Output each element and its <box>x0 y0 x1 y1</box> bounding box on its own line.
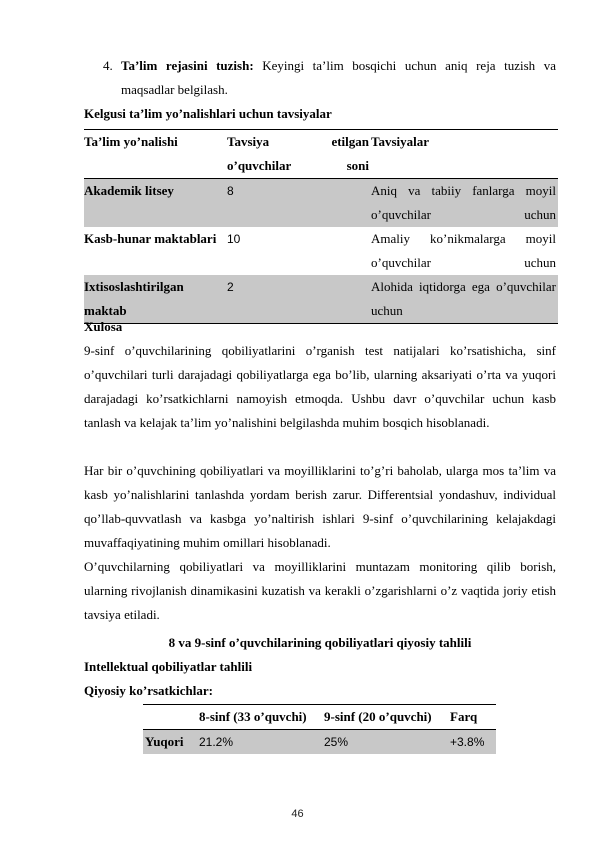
item-lead: Ta’lim rejasini tuzish: <box>121 58 254 73</box>
conclusion-heading: Xulosa <box>84 319 123 334</box>
table-cell: 10 <box>227 232 241 246</box>
table-header-row <box>84 130 558 179</box>
table-cell: Alohida iqtidorga ega o’quvchilar uchun <box>371 275 558 324</box>
header-cell: 9-sinf (20 o’quvchi) <box>322 705 448 730</box>
item-body <box>121 54 556 102</box>
header-cell: Tavsiya etilgan o’quvchilar soni <box>227 130 371 179</box>
recommendations-table <box>84 129 558 324</box>
table-cell: 25% <box>322 730 448 755</box>
table-row <box>84 179 558 228</box>
header-cell: 8-sinf (33 o’quvchi) <box>197 705 322 730</box>
item-number: 4. <box>103 58 113 73</box>
table-cell: 8 <box>227 179 371 228</box>
table-row <box>143 730 496 755</box>
table1-caption: Kelgusi ta’lim yo’nalishlari uchun tavsiyalar <box>84 106 332 121</box>
header-cell: Tavsiyalar <box>371 130 558 179</box>
table-cell: 21.2% <box>197 730 322 755</box>
section-subtitle: Intellektual qobiliyatlar tahlili <box>84 659 253 674</box>
header-cell: Farq <box>448 705 496 730</box>
conclusion-paragraph: 9-sinf o’quvchilarining qobiliyatlarini o’rganish test natijalari ko’rsatishicha, sinf o’quvchilari turli darajadagi qobiliyatlarga ega bo’lib, ularning aksariyati o’rta va yuqori darajadagi ko’rsatkichlarni namoyish etmoqda. Ushbu davr o’quvchilar uchun kasb tanlash va kelajak ta’lim yo’nalishini belgilashda muhim bosqich hisoblanadi. <box>84 343 556 430</box>
table-cell: +3.8% <box>448 730 496 755</box>
table-cell: 2 <box>227 275 371 324</box>
table-cell: Kasb-hunar maktablari <box>84 231 217 246</box>
table-cell: Amaliy ko’nikmalarga moyil o’quvchilar uchun <box>371 231 556 270</box>
section-label: Qiyosiy ko’rsatkichlar: <box>84 683 213 698</box>
table-row <box>84 227 558 275</box>
comparison-table <box>143 704 496 754</box>
section-title: 8 va 9-sinf o’quvchilarining qobiliyatlari qiyosiy tahlili <box>168 635 472 650</box>
table-cell: Ixtisoslashtirilgan maktab <box>84 275 227 324</box>
item-text: Keyingi ta’lim bosqichi uchun aniq reja tuzish va maqsadlar belgilash. <box>121 58 556 97</box>
table-cell: Yuqori <box>143 730 197 755</box>
conclusion-paragraph: Har bir o’quvchining qobiliyatlari va moyilliklarini to’g’ri baholab, ularga mos ta’lim va kasb yo’nalishlarini tanlashda yordam berish zarur. Differentsial yondashuv, individual qo’llab-quvvatlash va kasbga yo’naltirish ishlari 9-sinf o’quvchilarining kelajakdagi muvaffaqiyatining muhim omillari hisoblanadi. <box>84 463 556 550</box>
header-cell: Ta’lim yo’nalishi <box>84 130 227 179</box>
page-number: 46 <box>291 808 304 820</box>
header-cell <box>143 705 197 730</box>
conclusion-paragraph: O’quvchilarning qobiliyatlari va moyilliklarini muntazam monitoring qilib borish, ularning rivojlanish dinamikasini kuzatish va kerakli o’zgarishlarni o’z vaqtida joriy etish tavsiya etiladi. <box>84 559 556 622</box>
numbered-item <box>103 54 556 102</box>
table-row <box>84 275 558 324</box>
table-header-row <box>143 705 496 730</box>
table-cell: Aniq va tabiiy fanlarga moyil o’quvchilar uchun <box>371 179 558 228</box>
table-cell: Akademik litsey <box>84 179 227 228</box>
